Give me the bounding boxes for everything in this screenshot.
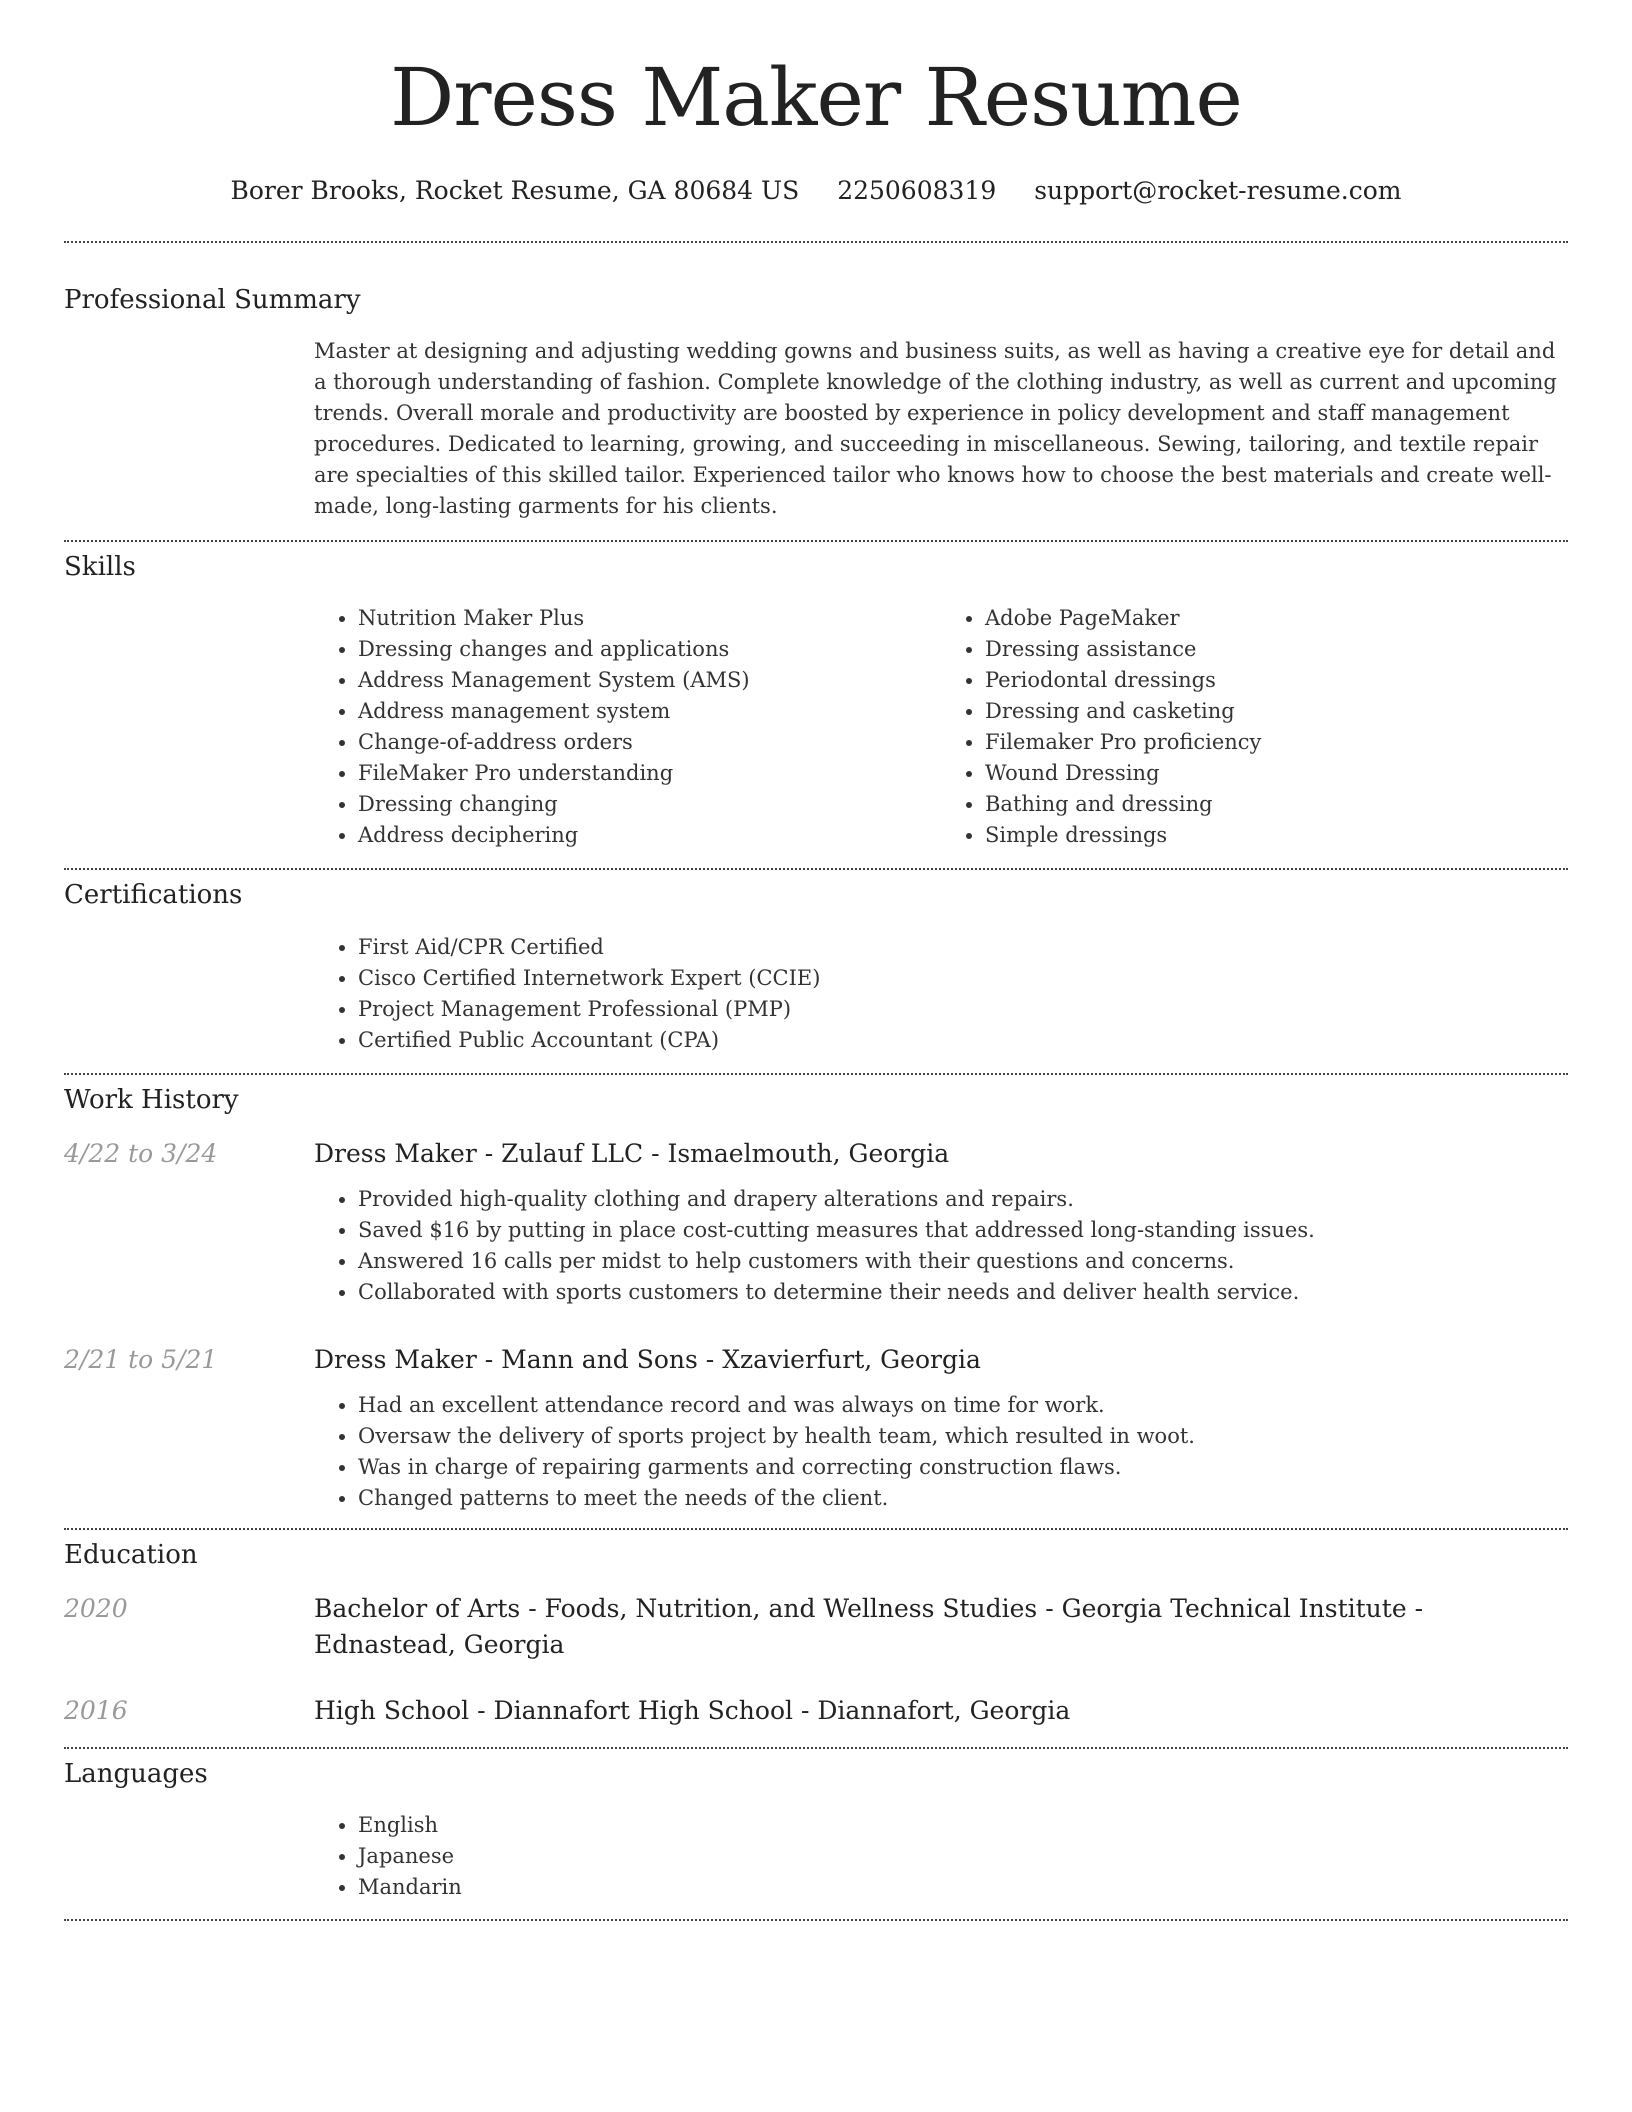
job-bullet: • Oversaw the delivery of sports project by health team, which resulted in woot. [358,1421,1568,1452]
skill-item: • Simple dressings [985,820,1568,851]
summary-heading: Professional Summary [64,285,361,315]
certification-item: • Cisco Certified Internetwork Expert (CCIE) [358,963,1568,994]
resume-title: Dress Maker Resume [390,51,1242,144]
language-item: • English [358,1810,1568,1841]
education-title [314,1591,1568,1663]
skill-item: • Dressing changing [358,789,941,820]
certifications-list [314,932,1568,1056]
job-bullet: • Was in charge of repairing garments and correcting construction flaws. [358,1452,1568,1483]
certifications-section [64,880,1568,1055]
work-heading: Work History [64,1084,239,1115]
education-detail: - Foods, Nutrition, and Wellness Studies - Georgia Technical Institute - Ednastead, Georgia [314,1593,1424,1659]
education-section [64,1540,1568,1729]
contact-address: Borer Brooks, Rocket Resume, GA 80684 US [230,176,800,205]
skill-item: • FileMaker Pro understanding [358,758,941,789]
job-entry [64,1136,1568,1308]
education-degree: Bachelor of Arts [314,1593,521,1623]
divider [64,1919,1568,1921]
divider [64,540,1568,542]
skills-list-right [941,603,1568,851]
job-bullets [314,1184,1568,1308]
education-title [314,1693,1568,1729]
language-item: • Mandarin [358,1872,1568,1903]
skill-item: • Address Management System (AMS) [358,665,941,696]
divider [64,1073,1568,1075]
language-item: • Japanese [358,1841,1568,1872]
education-detail: - Diannafort High School - Diannafort, Georgia [469,1695,1071,1725]
job-entry [64,1342,1568,1514]
skill-item: • Adobe PageMaker [985,603,1568,634]
job-bullets [314,1390,1568,1514]
contact-phone: 2250608319 [837,176,997,205]
divider [64,1747,1568,1749]
skill-item: • Address deciphering [358,820,941,851]
education-degree: High School [314,1695,470,1725]
education-year: 2016 [64,1695,128,1725]
skill-item: • Dressing assistance [985,634,1568,665]
education-heading: Education [64,1539,198,1570]
education-entry [64,1693,1568,1729]
skill-item: • Address management system [358,696,941,727]
skill-item: • Wound Dressing [985,758,1568,789]
divider [64,241,1568,243]
skill-item: • Change-of-address orders [358,727,941,758]
skills-list-left [314,603,941,851]
languages-section [64,1759,1568,1903]
certifications-heading: Certifications [64,880,243,911]
skill-item: • Bathing and dressing [985,789,1568,820]
certification-item: • Certified Public Accountant (CPA) [358,1025,1568,1056]
skill-item: • Periodontal dressings [985,665,1568,696]
contact-email: support@rocket-resume.com [1034,176,1402,205]
resume-page [64,0,1568,1921]
languages-list [314,1810,1568,1903]
skill-item: • Dressing changes and applications [358,634,941,665]
skill-item: • Nutrition Maker Plus [358,603,941,634]
job-bullet: • Had an excellent attendance record and was always on time for work. [358,1390,1568,1421]
job-title: Dress Maker - Zulauf LLC - Ismaelmouth, Georgia [314,1138,950,1168]
skill-item: • Dressing and casketing [985,696,1568,727]
contact-line [64,176,1568,205]
certification-item: • First Aid/CPR Certified [358,932,1568,963]
education-entry [64,1591,1568,1663]
job-bullet: • Changed patterns to meet the needs of the client. [358,1483,1568,1514]
job-bullet: • Collaborated with sports customers to determine their needs and deliver health service. [358,1277,1568,1308]
job-title: Dress Maker - Mann and Sons - Xzavierfurt, Georgia [314,1344,981,1374]
certification-item: • Project Management Professional (PMP) [358,994,1568,1025]
job-dates: 2/21 to 5/21 [64,1344,218,1374]
languages-heading: Languages [64,1758,208,1789]
skill-item: • Filemaker Pro proficiency [985,727,1568,758]
job-bullet: • Saved $16 by putting in place cost-cutting measures that addressed long-standing issues. [358,1215,1568,1246]
work-section [64,1085,1568,1514]
divider [64,868,1568,870]
education-year: 2020 [64,1593,128,1623]
divider [64,1528,1568,1530]
job-bullet: • Answered 16 calls per midst to help customers with their questions and concerns. [358,1246,1568,1277]
summary-text: Master at designing and adjusting wedding gowns and business suits, as well as having a creative eye for detail and a thorough understanding of fashion. Complete knowledge of the clothing industry, as well as current and upcoming trends. Overall morale and productivity are boosted by experience in policy development and staff management procedures. Dedicated to learning, growing, and succeeding in miscellaneous. Sewing, tailoring, and textile repair are specialties of this skilled tailor. Experienced tailor who knows how to choose the best materials and create well-made, long-lasting garments for his clients. [314,339,1557,519]
job-bullet: • Provided high-quality clothing and drapery alterations and repairs. [358,1184,1568,1215]
job-dates: 4/22 to 3/24 [64,1138,218,1168]
summary-section [64,285,1568,522]
skills-heading: Skills [64,552,136,583]
skills-section [64,552,1568,851]
